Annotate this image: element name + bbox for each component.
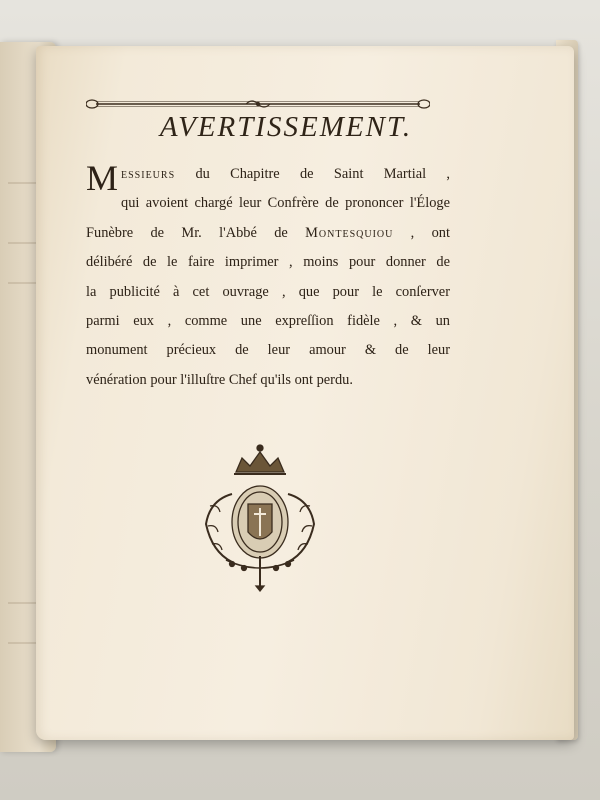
small-caps-name: Montesquiou — [305, 224, 394, 241]
text-line: qui avoient chargé leur Confrère de prononcer l'Éloge — [121, 195, 450, 212]
text-line: monument précieux de leur amour & de leur — [86, 342, 450, 359]
small-caps-word: essieurs — [121, 166, 176, 182]
text-line: parmi eux , comme une expreſſion fidèle , & un — [86, 312, 450, 329]
coat-of-arms-icon — [196, 440, 324, 592]
line-text: Funèbre de Mr. l'Abbé de — [86, 224, 306, 241]
text-line: la publicité à cet ouvrage , que pour le conſerver — [86, 283, 450, 300]
line-text: , ont — [393, 224, 451, 241]
drop-capital: M — [86, 158, 119, 198]
ornamental-rule-icon — [86, 98, 430, 110]
body-text — [86, 160, 450, 395]
line-text: du Chapitre de Saint Martial , — [175, 166, 450, 182]
text-line — [86, 158, 450, 198]
text-line: vénération pour l'illuſtre Chef qu'ils ont perdu. — [86, 371, 353, 388]
page-title: AVERTISSEMENT. — [159, 111, 413, 143]
text-line — [86, 219, 450, 248]
text-line: délibéré de le faire imprimer , moins pour donner de — [86, 254, 450, 271]
